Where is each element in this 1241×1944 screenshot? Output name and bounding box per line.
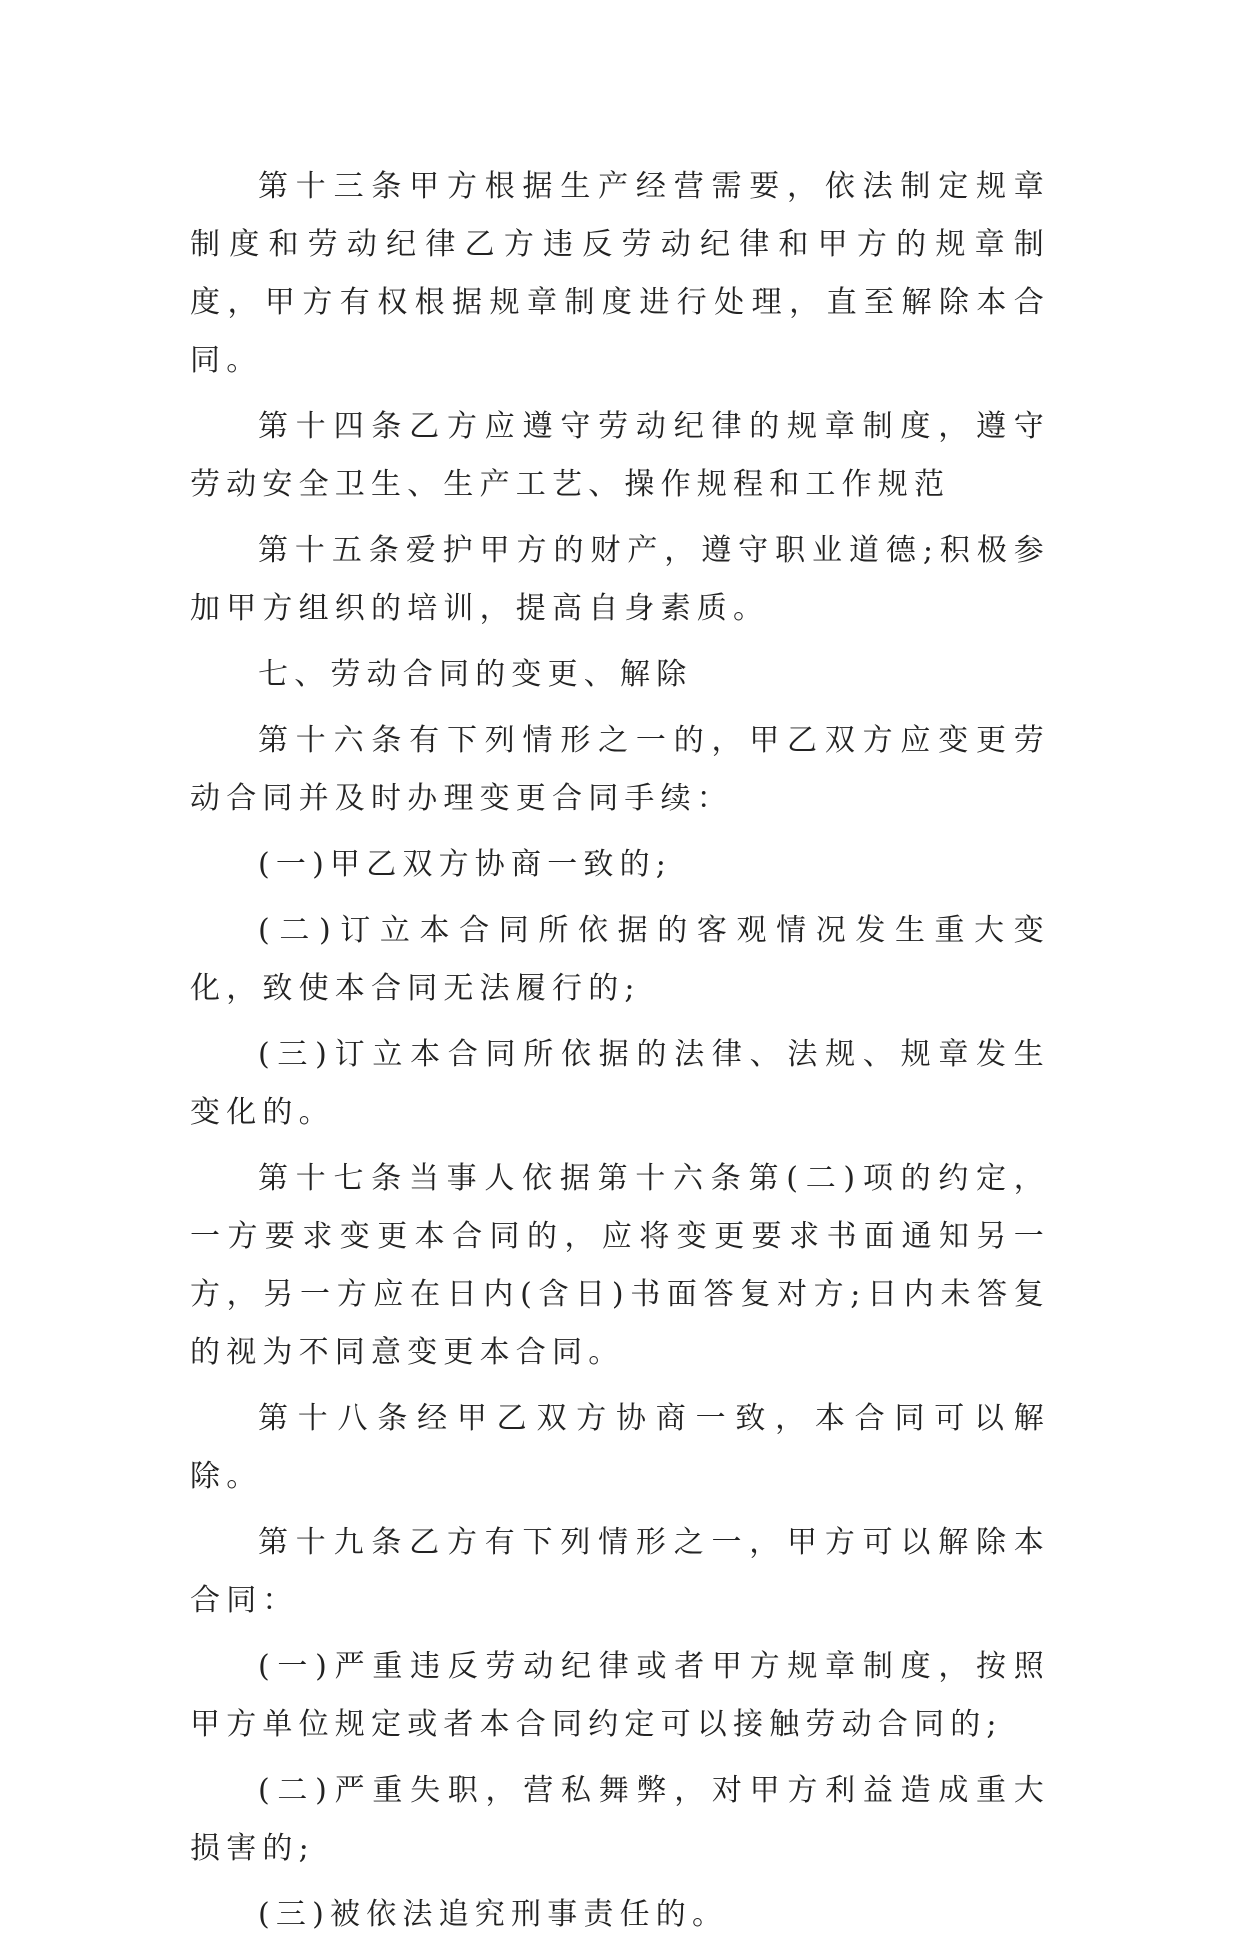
paragraph-article-15: 第十五条爱护甲方的财产，遵守职业道德;积极参加甲方组织的培训，提高自身素质。 — [190, 533, 1050, 626]
document-body — [190, 158, 1050, 1944]
article-19-item-1: (一)严重违反劳动纪律或者甲方规章制度，按照甲方单位规定或者本合同约定可以接触劳动合同的; — [190, 1649, 1050, 1742]
paragraph-article-16: 第十六条有下列情形之一的，甲乙双方应变更劳动合同并及时办理变更合同手续： — [190, 723, 1050, 816]
article-16-item-3: (三)订立本合同所依据的法律、法规、规章发生变化的。 — [190, 1037, 1050, 1130]
paragraph-article-18: 第十八条经甲乙双方协商一致，本合同可以解除。 — [190, 1401, 1050, 1494]
paragraph-article-19: 第十九条乙方有下列情形之一，甲方可以解除本合同： — [190, 1525, 1050, 1618]
paragraph-article-14: 第十四条乙方应遵守劳动纪律的规章制度，遵守劳动安全卫生、生产工艺、操作规程和工作规范 — [190, 409, 1050, 502]
article-16-item-2: (二)订立本合同所依据的客观情况发生重大变化，致使本合同无法履行的; — [190, 913, 1050, 1006]
paragraph-article-17: 第十七条当事人依据第十六条第(二)项的约定，一方要求变更本合同的，应将变更要求书面通知另一方，另一方应在日内(含日)书面答复对方;日内未答复的视为不同意变更本合同。 — [190, 1161, 1050, 1370]
article-16-item-1: (一)甲乙双方协商一致的; — [258, 847, 673, 882]
article-19-item-2: (二)严重失职，营私舞弊，对甲方利益造成重大损害的; — [190, 1773, 1050, 1866]
article-19-item-3: (三)被依法追究刑事责任的。 — [258, 1897, 729, 1932]
paragraph-article-13: 第十三条甲方根据生产经营需要，依法制定规章制度和劳动纪律乙方违反劳动纪律和甲方的规章制度，甲方有权根据规章制度进行处理，直至解除本合同。 — [190, 169, 1050, 378]
section-heading-contract-change: 七、劳动合同的变更、解除 — [258, 657, 693, 692]
